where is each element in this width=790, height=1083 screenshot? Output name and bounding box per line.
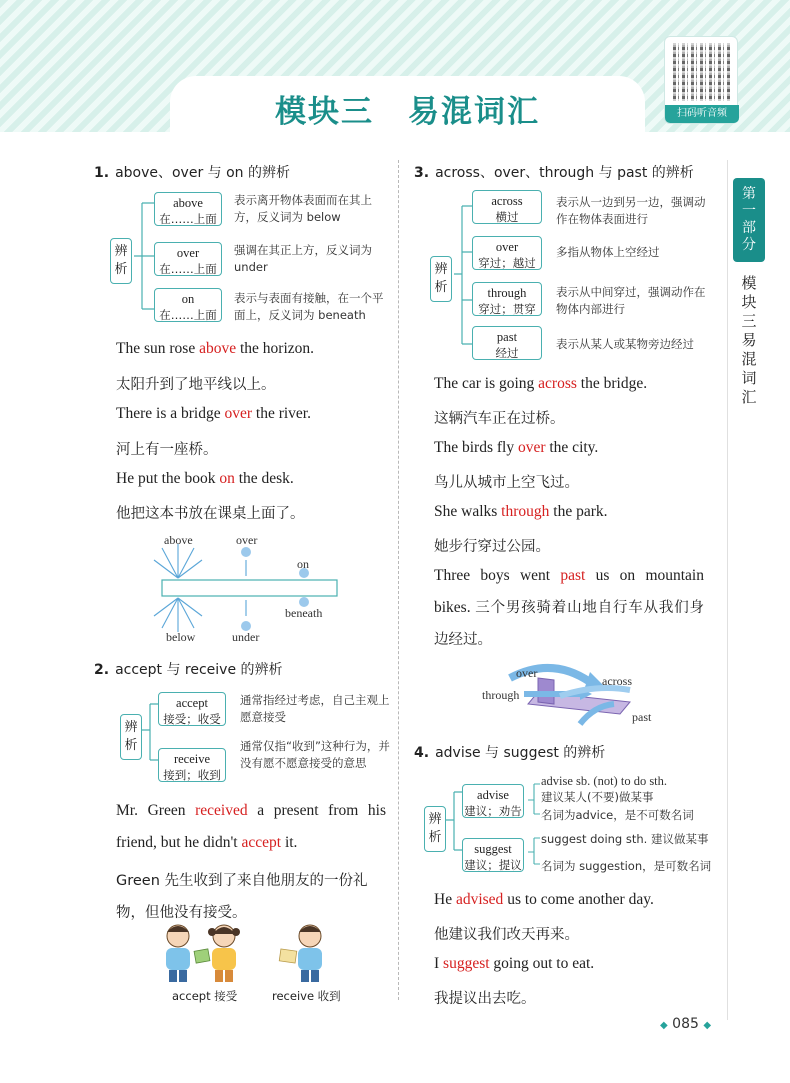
side-tab-part: 第 一 部 分 <box>733 178 765 262</box>
s2-desc-receive: 通常仅指“收到”这种行为，并没有愿不愿意接受的意思 <box>240 739 390 770</box>
s4-advise-usage: advise sb. (not) to do sth. <box>541 774 668 788</box>
qr-code-icon[interactable] <box>673 43 731 101</box>
s3-example-2-zh: 鸟儿从城市上空飞过。 <box>434 475 579 491</box>
s4-suggest-bracket <box>526 828 542 874</box>
s3-item-across: across 横过 <box>472 190 542 224</box>
section-2-heading: 2. accept 与 receive 的辨析 <box>94 662 283 678</box>
caption-accept: accept 接受 <box>172 989 238 1003</box>
section-1-label: 辨 析 <box>110 238 132 284</box>
s1-desc-on: 表示与表面有接触，在一个平面上，反义词为 beneath <box>234 291 384 322</box>
s1-example-3-zh: 他把这本书放在课桌上面了。 <box>116 506 305 522</box>
section-3-label: 辨 析 <box>430 256 452 302</box>
section-1-heading: 1. above、over 与 on 的辨析 <box>94 165 291 181</box>
s3-desc-across: 表示从一边到另一边，强调动作在物体表面进行 <box>556 195 706 226</box>
s3-example-3-zh: 她步行穿过公园。 <box>434 539 550 555</box>
s1-example-2-zh: 河上有一座桥。 <box>116 442 218 458</box>
diagram-label-above: above <box>164 533 193 547</box>
diagram-label-over-2: over <box>516 666 538 680</box>
s3-example-3: She walks through the park. <box>434 503 608 520</box>
diagram-label-over: over <box>236 533 258 547</box>
s4-example-2: I suggest going out to eat. <box>434 955 595 972</box>
s1-example-1: The sun rose above the horizon. <box>116 340 315 357</box>
s1-item-above: above 在……上面 <box>154 192 222 226</box>
caption-receive: receive 收到 <box>272 989 341 1003</box>
s3-example-1: The car is going across the bridge. <box>434 375 648 392</box>
s2-item-accept: accept 接受；收受 <box>158 692 226 726</box>
section-3-heading: 3. across、over、through 与 past 的辨析 <box>414 165 694 181</box>
s3-item-through: through 穿过；贯穿 <box>472 282 542 316</box>
diagram-label-beneath: beneath <box>285 606 323 620</box>
page-number: ◆ 085 ◆ <box>660 1016 712 1032</box>
s1-example-2: There is a bridge over the river. <box>116 405 311 422</box>
s1-desc-above: 表示离开物体表面而在其上方，反义词为 below <box>234 193 372 224</box>
qr-label: 扫码听音频 <box>665 105 739 123</box>
diagram-label-below: below <box>166 630 196 644</box>
s3-example-1-zh: 这辆汽车正在过桥。 <box>434 411 565 427</box>
section-4-label: 辨 析 <box>424 806 446 852</box>
kids-illustration <box>158 920 358 986</box>
s4-item-advise: advise 建议；劝告 <box>462 784 524 818</box>
s3-item-over: over 穿过；越过 <box>472 236 542 270</box>
page-title: 模块三 易混词汇 <box>275 94 540 130</box>
s3-item-past: past 经过 <box>472 326 542 360</box>
s1-example-3: He put the book on the desk. <box>116 470 294 487</box>
s3-desc-through: 表示从中间穿过，强调动作在物体内部进行 <box>556 285 706 316</box>
s2-desc-accept: 通常指经过考虑，自己主观上愿意接受 <box>240 693 390 724</box>
diagram-label-under: under <box>232 630 260 644</box>
s2-example: Mr. Green received a present from his friend, but he didn't accept it. <box>116 802 387 851</box>
s1-item-on: on 在……上面 <box>154 288 222 322</box>
s4-item-suggest: suggest 建议；提议 <box>462 838 524 872</box>
s1-example-1-zh: 太阳升到了地平线以上。 <box>116 377 276 393</box>
kid-1-icon <box>166 925 190 982</box>
s2-item-receive: receive 接到；收到 <box>158 748 226 782</box>
s4-example-2-zh: 我提议出去吃。 <box>434 991 536 1007</box>
s4-example-1: He advised us to come another day. <box>434 891 654 908</box>
diagram-label-on: on <box>297 557 309 571</box>
s4-example-1-zh: 他建议我们改天再来。 <box>434 927 579 943</box>
s1-desc-over: 强调在其正上方，反义词为 under <box>234 243 372 274</box>
kid-3-icon <box>279 925 322 982</box>
section-4-heading: 4. advise 与 suggest 的辨析 <box>414 745 606 761</box>
section-2-label: 辨 析 <box>120 714 142 760</box>
s3-desc-past: 表示从某人或某物旁边经过 <box>556 337 694 351</box>
kid-2-icon <box>208 925 240 982</box>
s1-item-over: over 在……上面 <box>154 242 222 276</box>
side-rule <box>727 160 728 1020</box>
diagram-label-through: through <box>482 688 520 702</box>
side-tab-module: 模 块 三 易 混 词 汇 <box>741 274 757 406</box>
diagram-label-past: past <box>632 710 652 724</box>
side-tab <box>733 178 765 407</box>
s4-suggest-usage: suggest doing sth. 建议做某事 <box>541 832 709 846</box>
column-divider <box>398 160 399 1000</box>
s4-advise-noun: 名词为advice，是不可数名词 <box>541 808 694 822</box>
s3-example-4: Three boys went past us on mountain bikes. 三个男孩骑着山地自行车从我们身边经过。 <box>434 567 705 648</box>
s4-advise-bracket <box>526 774 542 824</box>
s4-advise-usage-zh: 建议某人(不要)做某事 <box>541 790 654 804</box>
s2-example-zh: Green 先生收到了来自他朋友的一份礼物，但他没有接受。 <box>116 873 368 921</box>
diagram-label-across: across <box>602 674 632 688</box>
s3-example-2: The birds fly over the city. <box>434 439 599 456</box>
s3-desc-over: 多指从物体上空经过 <box>556 245 660 259</box>
s4-suggest-noun: 名词为 suggestion，是可数名词 <box>541 859 712 873</box>
qr-code-widget[interactable] <box>664 36 738 124</box>
